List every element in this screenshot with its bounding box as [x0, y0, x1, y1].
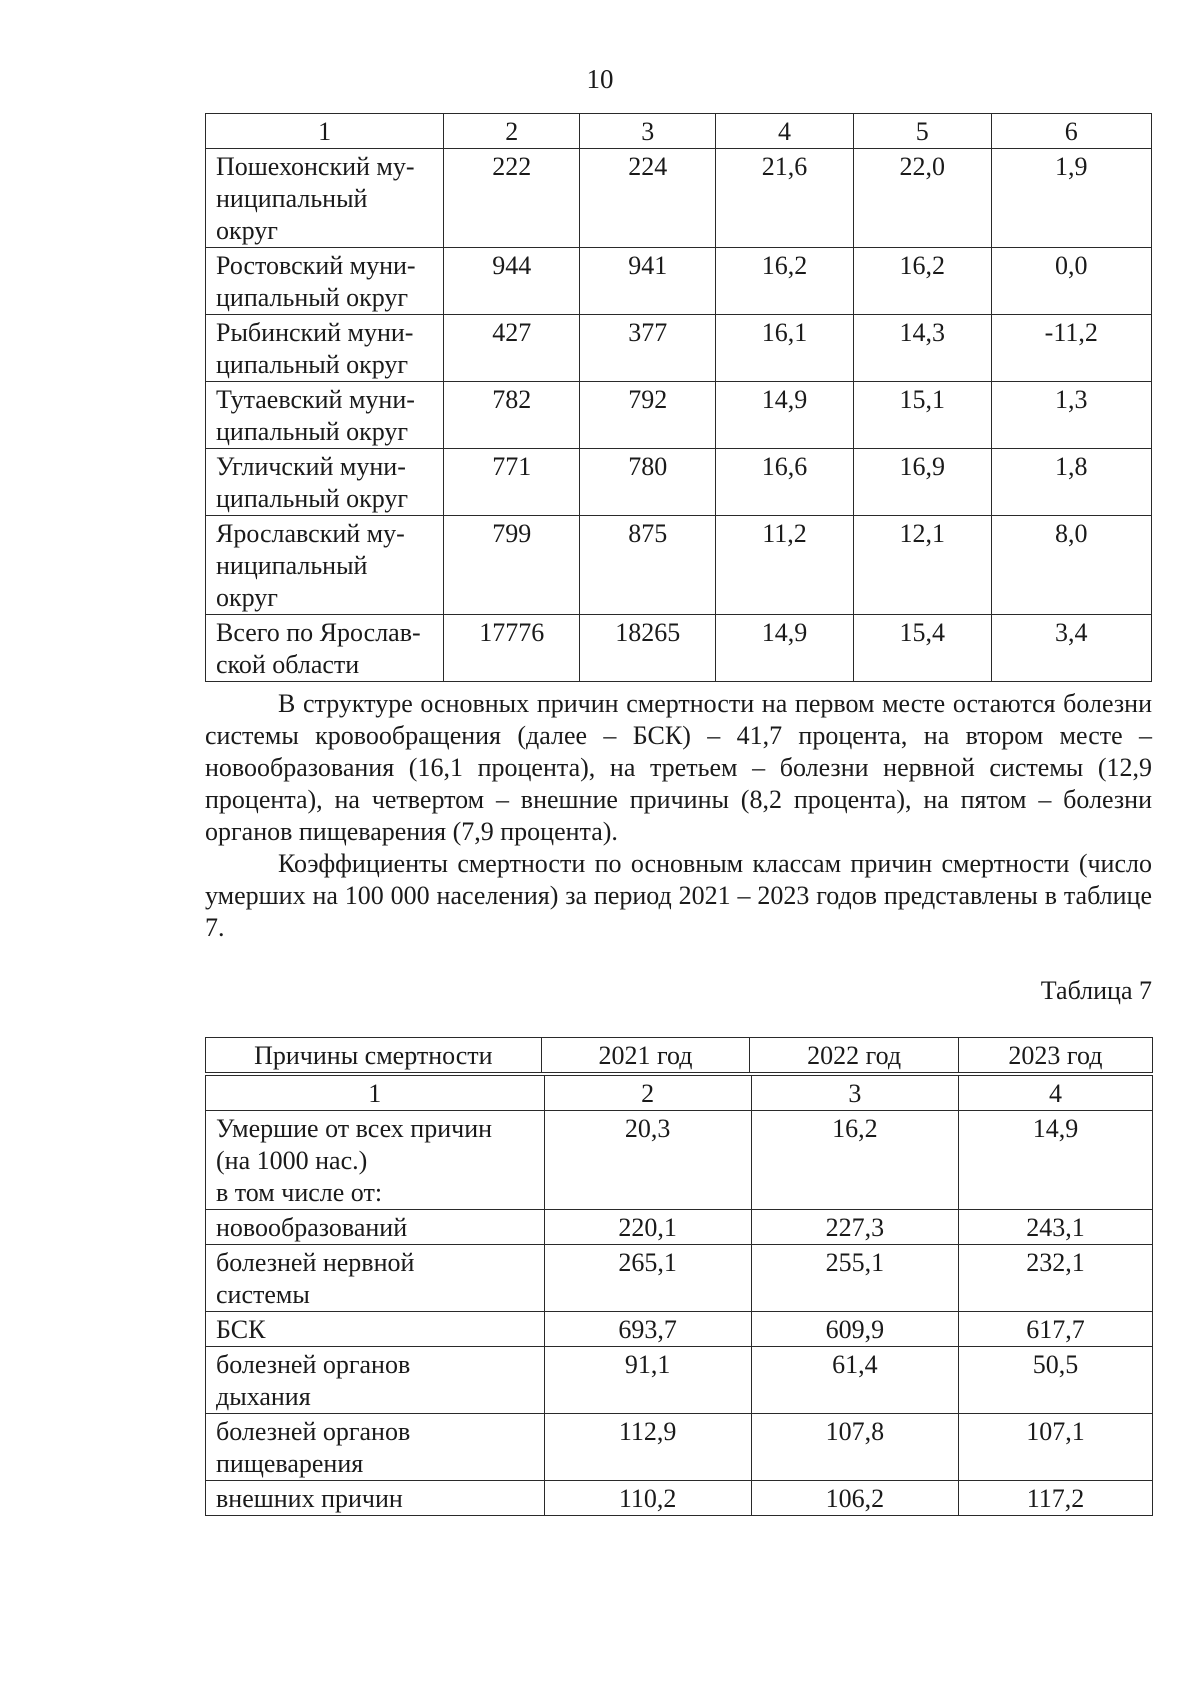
table-row [206, 1111, 1153, 1210]
district-name: Рыбинский муни- ципальный округ [206, 315, 444, 382]
table-cell: 941 [580, 248, 716, 315]
column-number: 2 [544, 1076, 751, 1111]
table-caption: Таблица 7 [1040, 976, 1152, 1005]
cause-name: БСК [206, 1312, 545, 1347]
table-row [206, 449, 1152, 516]
table-row [206, 1210, 1153, 1245]
table-header-row [206, 1038, 1153, 1073]
body-paragraph: В структуре основных причин смертности на первом месте остаются болезни системы кровообращения (далее – БСК) – 41,7 процента, на втором месте – новообразования (16,1 процента), на третьем – болезни нервной системы (12,9 процента), на четвертом – внешние причины (8,2 процента), на пятом – болезни органов пищеварения (7,9 процента). [205, 689, 1152, 846]
table-row [206, 248, 1152, 315]
cause-name: болезней органов дыхания [206, 1347, 545, 1414]
table-column-numbers-row [206, 114, 1152, 149]
table-cell: 3,4 [991, 615, 1151, 682]
column-number: 4 [716, 114, 854, 149]
table-cell: 107,8 [751, 1414, 958, 1481]
table-cell: 782 [444, 382, 580, 449]
table-cell: 22,0 [853, 149, 991, 248]
table-row [206, 1347, 1153, 1414]
table-cell: 16,2 [853, 248, 991, 315]
column-number: 2 [444, 114, 580, 149]
table-cell: 427 [444, 315, 580, 382]
table-cell: 50,5 [959, 1347, 1153, 1414]
table-cell: 14,3 [853, 315, 991, 382]
table-cell: 18265 [580, 615, 716, 682]
table-cell: 16,2 [751, 1111, 958, 1210]
table-cell: 1,8 [991, 449, 1151, 516]
table-cell: 265,1 [544, 1245, 751, 1312]
table-cell: 61,4 [751, 1347, 958, 1414]
column-header-2023: 2023 год [958, 1038, 1152, 1073]
table-row [206, 149, 1152, 248]
table-cell: 227,3 [751, 1210, 958, 1245]
table-row [206, 1245, 1153, 1312]
table-cell: 8,0 [991, 516, 1151, 615]
district-name: Угличский муни- ципальный округ [206, 449, 444, 516]
table-cell: 112,9 [544, 1414, 751, 1481]
table-cell: 16,1 [716, 315, 854, 382]
table-cell: 780 [580, 449, 716, 516]
table-cell: 16,2 [716, 248, 854, 315]
table-row [206, 315, 1152, 382]
district-name: Тутаевский муни- ципальный округ [206, 382, 444, 449]
table-cell: 20,3 [544, 1111, 751, 1210]
column-number: 3 [580, 114, 716, 149]
table-cell: 243,1 [959, 1210, 1153, 1245]
body-paragraph: Коэффициенты смертности по основным классам причин смертности (число умерших на 100 000 населения) за период 2021 – 2023 годов представлены в таблице 7. [205, 849, 1152, 942]
column-number: 1 [206, 1076, 545, 1111]
column-number: 4 [959, 1076, 1153, 1111]
cause-name: Умершие от всех причин (на 1000 нас.) в том числе от: [206, 1111, 545, 1210]
table-cell: 944 [444, 248, 580, 315]
table-cell: 17776 [444, 615, 580, 682]
page-number: 10 [586, 64, 614, 94]
column-header-2021: 2021 год [541, 1038, 750, 1073]
cause-name: новообразований [206, 1210, 545, 1245]
district-name: Ростовский муни- ципальный округ [206, 248, 444, 315]
district-name: Ярославский му- ниципальный округ [206, 516, 444, 615]
table-cell: 15,4 [853, 615, 991, 682]
table-cell: 224 [580, 149, 716, 248]
table-cell: 377 [580, 315, 716, 382]
column-header-2022: 2022 год [750, 1038, 959, 1073]
mortality-by-district-table [205, 113, 1152, 682]
table-cell: 14,9 [716, 615, 854, 682]
table-cell: 792 [580, 382, 716, 449]
table-cell: 255,1 [751, 1245, 958, 1312]
district-name: Пошехонский му- ниципальный округ [206, 149, 444, 248]
table-row [206, 516, 1152, 615]
table-cell: 21,6 [716, 149, 854, 248]
table-cell: 1,3 [991, 382, 1151, 449]
cause-name: внешних причин [206, 1481, 545, 1516]
table-cell: 232,1 [959, 1245, 1153, 1312]
table-cell: 110,2 [544, 1481, 751, 1516]
column-number: 1 [206, 114, 444, 149]
column-number: 3 [751, 1076, 958, 1111]
table-cell: -11,2 [991, 315, 1151, 382]
table-row [206, 1414, 1153, 1481]
table-cell: 771 [444, 449, 580, 516]
cause-name: болезней органов пищеварения [206, 1414, 545, 1481]
table-cell: 617,7 [959, 1312, 1153, 1347]
table-cell: 609,9 [751, 1312, 958, 1347]
table-cell: 107,1 [959, 1414, 1153, 1481]
table-cell: 11,2 [716, 516, 854, 615]
table-row [206, 1481, 1153, 1516]
table-cell: 1,9 [991, 149, 1151, 248]
column-number: 5 [853, 114, 991, 149]
table-cell: 0,0 [991, 248, 1151, 315]
table-cell: 14,9 [959, 1111, 1153, 1210]
district-name: Всего по Ярослав- ской области [206, 615, 444, 682]
table-cell: 222 [444, 149, 580, 248]
table-cell: 15,1 [853, 382, 991, 449]
cause-name: болезней нервной системы [206, 1245, 545, 1312]
column-header-cause: Причины смертности [206, 1038, 542, 1073]
table-cell: 117,2 [959, 1481, 1153, 1516]
table-cell: 16,9 [853, 449, 991, 516]
table-total-row [206, 615, 1152, 682]
table-cell: 220,1 [544, 1210, 751, 1245]
mortality-causes-table [205, 1075, 1153, 1516]
table-cell: 12,1 [853, 516, 991, 615]
table7-header [205, 1037, 1153, 1073]
table-cell: 693,7 [544, 1312, 751, 1347]
table-cell: 799 [444, 516, 580, 615]
table-cell: 14,9 [716, 382, 854, 449]
table-column-numbers-row [206, 1076, 1153, 1111]
table-row [206, 1312, 1153, 1347]
table-row [206, 382, 1152, 449]
column-number: 6 [991, 114, 1151, 149]
table-cell: 106,2 [751, 1481, 958, 1516]
table-cell: 875 [580, 516, 716, 615]
table-cell: 91,1 [544, 1347, 751, 1414]
table-cell: 16,6 [716, 449, 854, 516]
